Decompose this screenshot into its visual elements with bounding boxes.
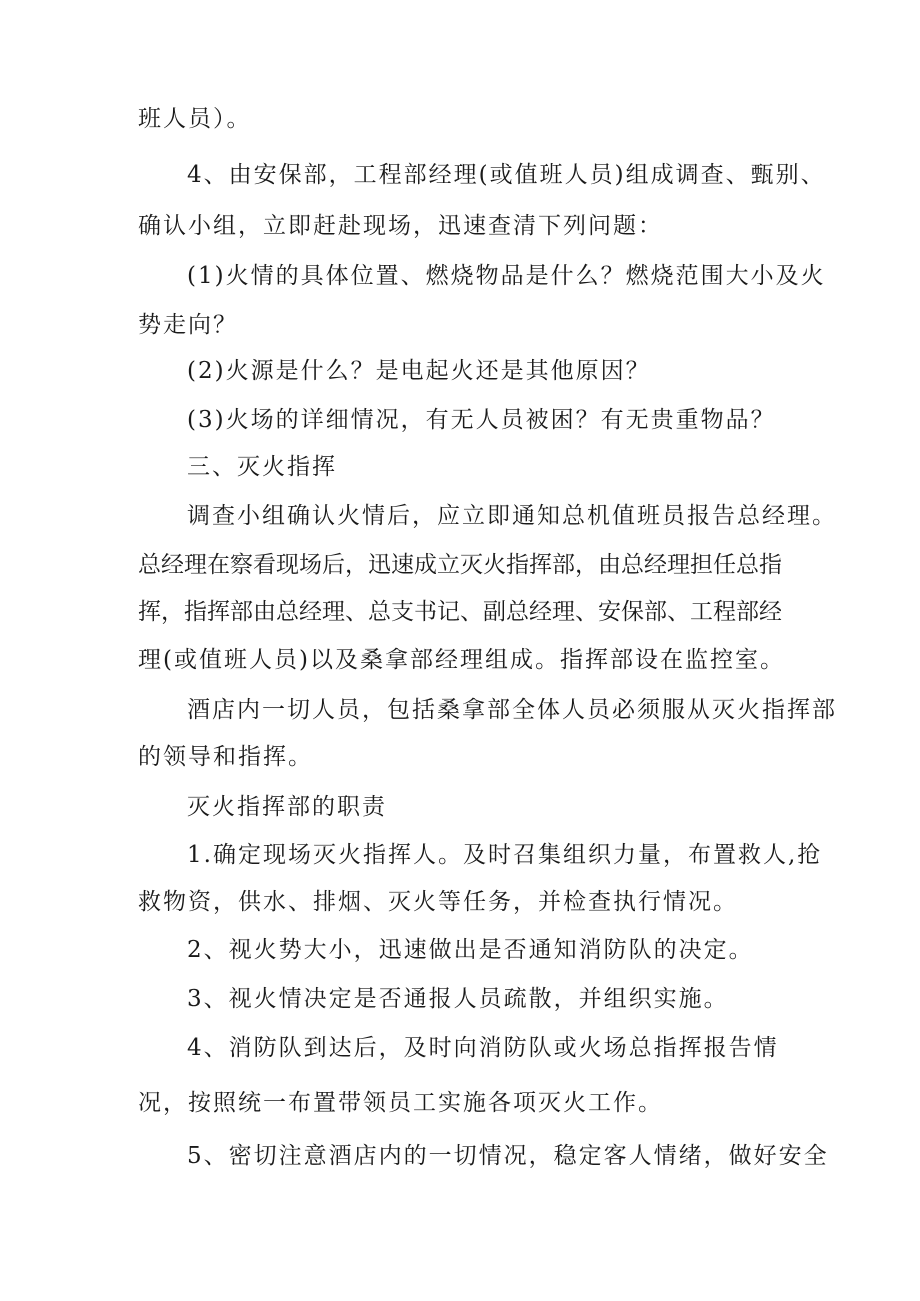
list-item-line: (3)火场的详细情况，有无人员被困？有无贵重物品？ <box>187 407 776 433</box>
section-heading: 三、灭火指挥 <box>187 454 337 480</box>
list-item-line: 救物资，供水、排烟、灭火等任务，并检查执行情况。 <box>138 889 738 915</box>
list-item-line: (1)火情的具体位置、燃烧物品是什么？燃烧范围大小及火 <box>187 263 826 289</box>
list-item-line: 4、消防队到达后，及时向消防队或火场总指挥报告情 <box>187 1035 779 1061</box>
paragraph-line: 班人员）。 <box>138 106 252 132</box>
paragraph-line: 酒店内一切人员，包括桑拿部全体人员必须服从灭火指挥部 <box>187 697 837 723</box>
paragraph-line: 挥，指挥部由总经理、总支书记、副总经理、安保部、工程部经 <box>138 599 782 625</box>
list-item-line: 3、视火情决定是否通报人员疏散，并组织实施。 <box>187 986 729 1012</box>
paragraph-line: 理(或值班人员)以及桑拿部经理组成。指挥部设在监控室。 <box>138 647 785 673</box>
paragraph-line: 总经理在察看现场后，迅速成立灭火指挥部，由总经理担任总指 <box>138 552 782 578</box>
list-item-line: 5、密切注意酒店内的一切情况，稳定客人情绪，做好安全 <box>187 1143 829 1169</box>
list-item-line: (2)火源是什么？是电起火还是其他原因？ <box>187 358 651 384</box>
paragraph-line: 调查小组确认火情后，应立即通知总机值班员报告总经理。 <box>187 503 837 529</box>
list-item-line: 2、视火势大小，迅速做出是否通知消防队的决定。 <box>187 937 754 963</box>
paragraph-line: 4、由安保部，工程部经理(或值班人员)组成调查、甄别、 <box>187 162 826 188</box>
paragraph-line: 的领导和指挥。 <box>138 744 313 770</box>
subsection-heading: 灭火指挥部的职责 <box>187 794 387 820</box>
paragraph-line: 确认小组，立即赶赴现场，迅速查清下列问题： <box>138 213 663 239</box>
list-item-line: 1.确定现场灭火指挥人。及时召集组织力量，布置救人,抢 <box>187 842 823 868</box>
list-item-line: 势走向？ <box>138 312 238 338</box>
list-item-line: 况，按照统一布置带领员工实施各项灭火工作。 <box>138 1090 663 1116</box>
